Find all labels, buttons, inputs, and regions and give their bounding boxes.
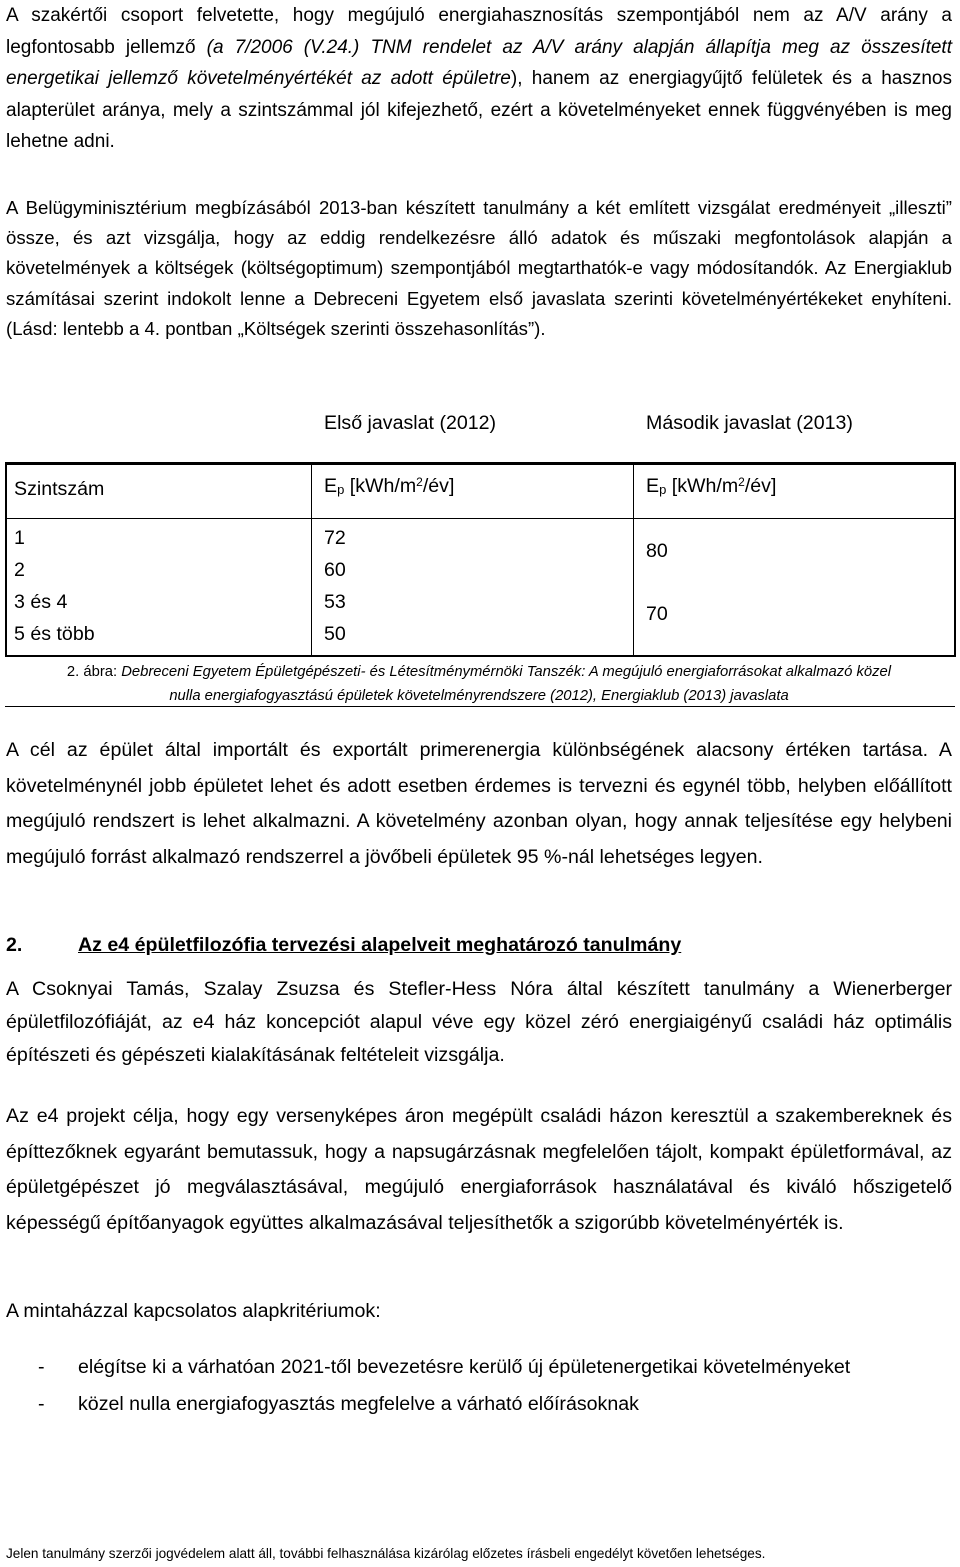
- bullet-marker: -: [38, 1393, 45, 1415]
- list-item-text: elégítse ki a várhatóan 2021-től bevezetésre kerülő új épületenergetikai követelményeket: [78, 1356, 851, 1378]
- bullet-marker: -: [38, 1356, 45, 1378]
- goal-paragraph: A cél az épület által importált és exportált primerenergia különbségének alacsony értéken tartása. A követelménynél jobb épületet lehet és adott esetben érdemes is tervezni és egynél több, helyben előállított megújuló rendszert is lehet alkalmazni. A követelmény azonban olyan, hogy annak teljesítése egy helybeni megújuló forrást alkalmazó rendszerrel a jövőbeli épületek 95 %-nál lehetséges legyen.: [6, 739, 952, 868]
- table-row-level: 2: [14, 559, 25, 581]
- unit-sub: p: [659, 482, 667, 497]
- study-paragraph: A Belügyminisztérium megbízásából 2013-ban készített tanulmány a két említett vizsgálat eredményeit „illeszti” össze, és azt vizsgálja, hogy az eddig rendelkezésre álló adatok és műszaki megfontolások alapján a követelmények a költségek (költségoptimum) szempontjából megtarthatók-e vagy módosítandók. Az Energiaklub számításai szerint indokolt lenne a Debreceni Egyetem első javaslata szerinti követelményértékeket enyhíteni. (Lásd: lentebb a 4. pontban „Költségek szerinti összehasonlítás”).: [6, 197, 952, 339]
- frame-left: [5, 462, 7, 657]
- frame-top: [5, 462, 955, 464]
- frame-col-rule-1: [311, 462, 312, 657]
- level-column: [14, 522, 95, 650]
- table-row-level: 1: [14, 527, 25, 549]
- frame-bottom: [5, 655, 955, 657]
- unit-sup: 2: [738, 475, 745, 489]
- table-row-first-value: 53: [324, 591, 346, 613]
- unit-main: [kWh/m: [666, 475, 739, 497]
- first-proposal-column: [324, 522, 346, 650]
- figure-caption-line-2: nulla energiafogyasztású épületek követelményrendszere (2012), Energiaklub (2013) javaslata: [169, 688, 789, 704]
- col-header-level: Szintszám: [14, 478, 105, 500]
- list-item: [6, 1350, 952, 1385]
- section-heading: [6, 928, 952, 962]
- unit-sub: p: [337, 482, 345, 497]
- section-number: 2.: [6, 934, 23, 956]
- intro-text-2: ), hanem az energiagyűjtő felületek és a hasznos alapterület aránya, mely a szintszámmal jól kifejezhető, ezért a követelményeket ennek függvényében is meg lehetne adni.: [6, 68, 952, 152]
- unit-tail: /év]: [744, 475, 777, 497]
- frame-header-rule: [5, 518, 955, 519]
- table-row-level: 3 és 4: [14, 591, 68, 613]
- section-title: Az e4 épületfilozófia tervezési alapelveit meghatározó tanulmány: [78, 934, 682, 956]
- unit-sup: 2: [416, 475, 423, 489]
- table-row-first-value: 50: [324, 623, 346, 645]
- unit-tail: /év]: [422, 475, 455, 497]
- second-proposal-value-1: 80: [646, 540, 668, 562]
- intro-text-italic: (a 7/2006 (V.24.) TNM rendelet az A/V arány alapján állapítja meg az összesített energetikai jellemző követelményértékét az adott épületre: [6, 36, 952, 89]
- table-row-first-value: 60: [324, 559, 346, 581]
- criteria-intro: A mintaházzal kapcsolatos alapkritériumok:: [6, 1300, 381, 1322]
- caption-prefix: 2. ábra:: [66, 664, 122, 680]
- figure-caption-line-1: [6, 659, 952, 686]
- copyright-footer: Jelen tanulmány szerzői jogvédelem alatt áll, további felhasználása kizárólag előzetes írásbeli engedélyt követően lehetséges.: [6, 1546, 766, 1561]
- caption-text-1: Debreceni Egyetem Épületgépészeti- és Létesítménymérnöki Tanszék: A megújuló energiaforrásokat alkalmazó közel: [121, 664, 892, 680]
- frame-right: [954, 462, 956, 657]
- table-row-level: 5 és több: [14, 623, 95, 645]
- unit-main: [kWh/m: [344, 475, 417, 497]
- unit-prefix: E: [324, 475, 338, 497]
- second-proposal-value-2: 70: [646, 603, 668, 625]
- list-item-text: közel nulla energiafogyasztás megfelelve a várható előírásoknak: [78, 1393, 639, 1415]
- e4-paragraph-1: A Csoknyai Tamás, Szalay Zsuzsa és Stefler-Hess Nóra által készített tanulmány a Wienerberger épületfilozófiáját, az e4 ház koncepciót alapul véve egy közel zéró energiaigényű családi ház optimális építészeti és gépészeti kialakításának feltételeit vizsgálja.: [6, 978, 952, 1066]
- criteria-list: [6, 1350, 952, 1422]
- e4-paragraph-2: Az e4 projekt célja, hogy egy versenyképes áron megépült családi házon keresztül a szakembereknek és építtezőknek egyaránt bemutassuk, hogy a napsugárzásnak megfelelően tájolt, kompakt épületformával, az épületgépészet jó megválasztásával, megújuló energiaforrások használatával és kiváló hőszigetelő képességű építőanyagok együttes alkalmazásával teljesíthetők a szigorúbb követelményérték is.: [6, 1105, 952, 1234]
- group-header-second: Második javaslat (2013): [646, 412, 853, 434]
- unit-prefix: E: [646, 475, 660, 497]
- table-row-first-value: 72: [324, 527, 346, 549]
- group-header-first: Első javaslat (2012): [324, 412, 497, 434]
- list-item: [6, 1387, 952, 1422]
- col-header-second-unit: [646, 475, 776, 498]
- intro-text-1: A szakértői csoport felvetette, hogy megújuló energiahasznosítás szempontjából nem az A/V arány a legfontosabb jellemző: [6, 5, 952, 58]
- intro-paragraph: [6, 0, 952, 158]
- col-header-first-unit: [324, 475, 454, 498]
- frame-col-rule-2: [633, 462, 634, 657]
